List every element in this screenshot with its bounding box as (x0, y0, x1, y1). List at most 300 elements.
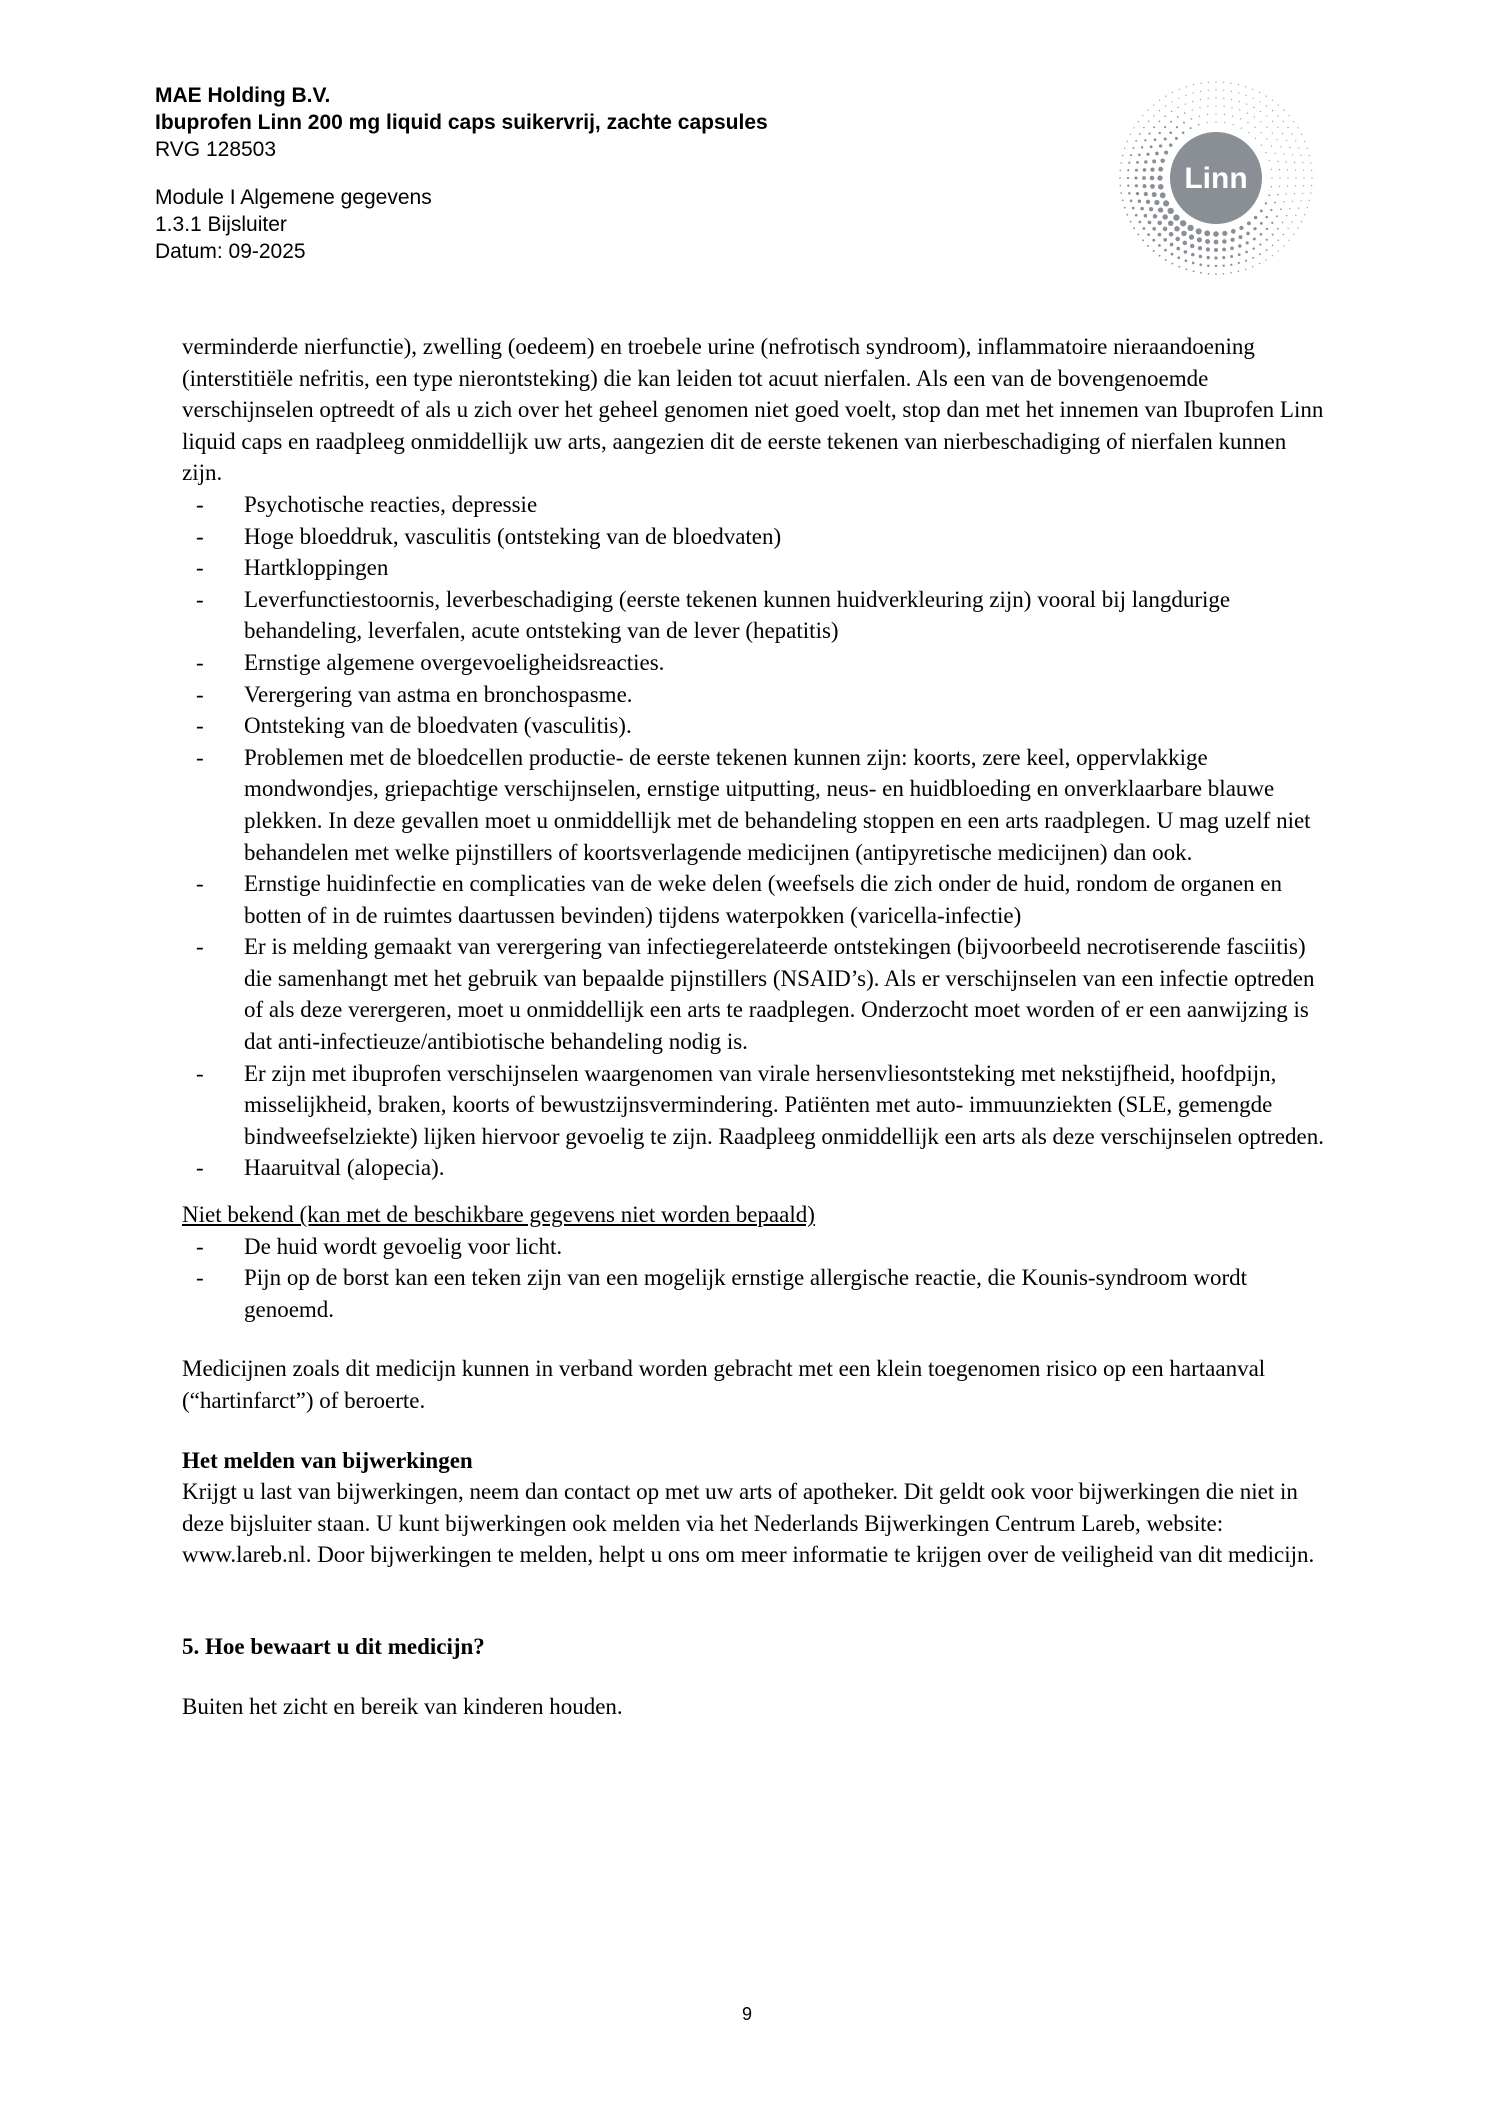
logo-dot (1266, 249, 1268, 251)
linn-logo (1110, 70, 1322, 282)
logo-dot (1158, 233, 1162, 237)
logo-dot (1266, 239, 1268, 241)
logo-dot (1170, 243, 1174, 247)
logo-dot (1266, 228, 1268, 230)
company-name: MAE Holding B.V. (155, 84, 331, 107)
logo-dot (1254, 127, 1255, 128)
logo-dot (1157, 175, 1162, 180)
logo-dot (1287, 186, 1288, 187)
logo-dot (1143, 227, 1146, 230)
product-name: Ibuprofen Linn 200 mg liquid caps suikervrij, zachte capsules (155, 111, 768, 134)
logo-dot (1278, 104, 1279, 105)
logo-dot (1280, 208, 1282, 210)
logo-dot (1138, 221, 1141, 224)
logo-dot (1208, 82, 1209, 83)
logo-dot (1301, 221, 1302, 222)
logo-dot (1150, 176, 1155, 181)
logo-dot (1222, 256, 1225, 259)
logo-dot (1230, 238, 1234, 242)
logo-dot (1266, 105, 1267, 106)
logo-dot (1199, 255, 1202, 258)
logo-dot (1298, 208, 1299, 209)
logo-dot (1163, 200, 1169, 206)
logo-dot (1147, 245, 1149, 247)
logo-dot (1279, 169, 1280, 170)
logo-dot (1274, 202, 1276, 204)
logo-dot (1283, 245, 1284, 246)
logo-dot (1144, 214, 1148, 218)
logo-dot (1231, 91, 1232, 92)
logo-dot (1213, 231, 1219, 237)
logo-dot (1266, 138, 1267, 139)
logo-dot (1183, 241, 1188, 246)
logo-dot (1295, 177, 1296, 178)
logo-dot (1135, 140, 1137, 142)
logo-dot (1300, 155, 1301, 156)
logo-dot (1278, 250, 1279, 251)
logo-dot (1230, 264, 1232, 266)
logo-dot (1148, 221, 1152, 225)
logo-dot (1119, 185, 1121, 187)
logo-dot (1207, 122, 1208, 123)
logo-dot (1260, 111, 1261, 112)
logo-dot (1279, 177, 1280, 178)
logo-dot (1292, 133, 1293, 134)
logo-dot (1260, 222, 1263, 225)
logo-dot (1184, 112, 1185, 113)
logo-dot (1293, 121, 1294, 122)
logo-dot (1164, 126, 1166, 128)
logo-dot (1222, 231, 1227, 236)
logo-dot (1164, 151, 1168, 155)
logo-dot (1277, 228, 1279, 230)
logo-dot (1141, 146, 1143, 148)
leaflet-body (182, 331, 1332, 1722)
logo-dot (1233, 124, 1234, 125)
logo-dot (1122, 200, 1124, 202)
logo-dot (1146, 153, 1149, 156)
logo-dot (1152, 227, 1156, 231)
logo-dot (1158, 184, 1164, 190)
logo-dot (1130, 134, 1131, 135)
logo-dot (1159, 255, 1161, 257)
logo-dot (1185, 104, 1186, 105)
logo-dot (1238, 262, 1240, 264)
logo-dot (1301, 134, 1302, 135)
storage-paragraph: Buiten het zicht en bereik van kinderen houden. (182, 1693, 623, 1719)
logo-dot (1135, 169, 1138, 172)
logo-dot (1261, 145, 1262, 146)
logo-dot (1283, 154, 1284, 155)
logo-dot (1152, 159, 1156, 163)
logo-dot (1205, 239, 1210, 244)
logo-dot (1287, 228, 1288, 229)
logo-dot (1239, 101, 1240, 102)
logo-dot (1132, 147, 1134, 149)
logo-dot (1120, 162, 1121, 163)
logo-dot (1293, 234, 1294, 235)
logo-dot (1175, 237, 1180, 242)
logo-dot (1247, 122, 1248, 123)
logo-dot (1168, 221, 1174, 227)
logo-dot (1142, 176, 1146, 180)
logo-dot (1259, 92, 1260, 93)
logo-dot (1277, 127, 1278, 128)
logo-dot (1150, 167, 1154, 171)
logo-dot (1159, 144, 1162, 147)
logo-dot (1162, 214, 1167, 219)
list-item: - Verergering van astma en bronchospasme. (196, 681, 633, 707)
logo-dot (1259, 253, 1261, 255)
logo-dot (1142, 115, 1143, 116)
logo-dot (1183, 122, 1185, 124)
logo-dot (1181, 231, 1186, 236)
logo-dot (1182, 131, 1185, 134)
logo-dot (1309, 155, 1310, 156)
logo-dot (1248, 132, 1249, 133)
reporting-heading: Het melden van bijwerkingen (182, 1447, 473, 1473)
logo-dot (1138, 121, 1139, 122)
logo-dot (1120, 192, 1122, 194)
logo-dot (1260, 209, 1263, 212)
logo-dot (1154, 138, 1157, 141)
logo-dot (1311, 177, 1312, 178)
logo-dot (1184, 250, 1188, 254)
logo-dot (1130, 200, 1133, 203)
logo-dot (1272, 255, 1273, 256)
logo-dot (1252, 257, 1254, 259)
logo-dot (1283, 110, 1284, 111)
logo-dot (1259, 263, 1260, 264)
logo-dot (1169, 131, 1172, 134)
logo-dot (1138, 199, 1141, 202)
logo-dot (1165, 105, 1166, 106)
logo-dot (1310, 162, 1311, 163)
logo-dot (1266, 127, 1267, 128)
document-header (155, 82, 768, 265)
logo-dot (1137, 233, 1139, 235)
logo-dot (1149, 207, 1153, 211)
logo-dot (1253, 238, 1256, 241)
list-item: - De huid wordt gevoelig voor licht. (196, 1233, 563, 1259)
logo-dot (1207, 264, 1210, 267)
logo-dot (1171, 263, 1173, 265)
logo-dot (1280, 146, 1281, 147)
logo-dot (1298, 147, 1299, 148)
list-item: - Hoge bloeddruk, vasculitis (ontsteking van de bloedvaten) (196, 523, 782, 549)
logo-dot (1271, 177, 1272, 178)
logo-dot (1150, 184, 1155, 189)
logo-dot (1163, 238, 1167, 242)
logo-dot (1119, 177, 1121, 179)
logo-dot (1288, 115, 1289, 116)
logo-dot (1164, 138, 1167, 141)
logo-dot (1230, 255, 1233, 258)
logo-dot (1171, 253, 1174, 256)
logo-dot (1266, 96, 1267, 97)
list-item: - Pijn op de borst kan een teken zijn van een mogelijk ernstige allergische reactie, die Kounis-syndroom wordt genoemd. (196, 1265, 1247, 1322)
logo-dot (1144, 139, 1146, 141)
logo-dot (1266, 259, 1267, 260)
logo-dot (1189, 234, 1194, 239)
logo-dot (1171, 101, 1172, 102)
logo-dot (1185, 259, 1188, 262)
logo-dot (1200, 272, 1202, 274)
logo-dot (1215, 105, 1216, 106)
logo-dot (1147, 233, 1150, 236)
logo-dot (1134, 127, 1135, 128)
logo-dot (1159, 121, 1161, 123)
logo-dot (1180, 220, 1186, 226)
logo-dot (1170, 121, 1172, 123)
logo-dot (1128, 162, 1130, 164)
logo-dot (1214, 256, 1217, 259)
logo-dot (1150, 145, 1153, 148)
logo-dot (1245, 269, 1246, 270)
logo-dot (1311, 185, 1312, 186)
logo-dot (1185, 95, 1186, 96)
logo-dot (1246, 95, 1247, 96)
list-item: - Er is melding gemaakt van verergering van infectiegerelateerde ontstekingen (bijvoorbeeld necrotiserende fasciitis) die samenhangt met het gebruik van bepaalde pijnstillers (NSAID’s). Als er verschijnselen van een infectie optreden of als deze verergeren, moet u onmiddellijk een arts te raadplegen. Onderzocht moet worden of er een aanwijzing is dat anti-infectieuze/antibiotische behandeling nodig is. (196, 934, 1315, 1055)
logo-dot (1127, 141, 1128, 142)
logo-dot (1279, 186, 1280, 187)
logo-dot (1148, 121, 1149, 122)
logo-dot (1238, 84, 1239, 85)
logo-dot (1295, 140, 1296, 141)
logo-dot (1230, 83, 1231, 84)
logo-dot (1252, 266, 1253, 267)
logo-dot (1272, 110, 1273, 111)
logo-dot (1197, 237, 1202, 242)
logo-dot (1292, 221, 1293, 222)
logo-dot (1283, 121, 1284, 122)
logo-dot (1214, 248, 1218, 252)
logo-dot (1140, 207, 1144, 211)
logo-dot (1174, 226, 1180, 232)
logo-dot (1288, 240, 1289, 241)
logo-dot (1207, 256, 1210, 259)
logo-dot (1171, 111, 1172, 112)
logo-dot (1276, 139, 1277, 140)
logo-dot (1269, 160, 1270, 161)
logo-dot (1259, 101, 1260, 102)
logo-dot (1307, 148, 1308, 149)
logo-dot (1215, 121, 1216, 122)
unknown-frequency-list (182, 1231, 1332, 1326)
logo-dot (1215, 81, 1216, 82)
logo-dot (1196, 228, 1202, 234)
logo-dot (1199, 116, 1200, 117)
logo-dot (1198, 246, 1202, 250)
logo-dot (1128, 192, 1131, 195)
logo-dot (1286, 161, 1287, 162)
logo-dot (1247, 113, 1248, 114)
logo-dot (1246, 104, 1247, 105)
logo-dot (1144, 192, 1148, 196)
logo-dot (1190, 244, 1194, 248)
logo-dot (1154, 200, 1159, 205)
logo-dot (1132, 207, 1135, 210)
logo-dot (1253, 227, 1256, 230)
logo-dot (1159, 100, 1160, 101)
logo-dot (1232, 116, 1233, 117)
logo-dot (1136, 192, 1139, 195)
logo-dot (1277, 239, 1278, 240)
logo-dot (1283, 201, 1284, 202)
logo-dot (1172, 92, 1173, 93)
logo-dot (1158, 132, 1160, 134)
logo-dot (1134, 176, 1137, 179)
logo-dot (1153, 250, 1155, 252)
logo-dot (1127, 169, 1129, 171)
logo-dot (1176, 126, 1178, 128)
list-item: - Er zijn met ibuprofen verschijnselen waargenomen van virale hersenvliesontsteking met nekstijfheid, hoofdpijn, misselijkheid, braken, koorts of bewustzijnsvermindering. Patiënten met auto- immuunziekten (SLE, gemengde bindweefselziekte) lijken hiervoor gevoelig te zijn. Raadpleeg onmiddellijk een arts als deze verschijnselen optreden. (196, 1060, 1324, 1149)
logo-dot (1231, 107, 1232, 108)
logo-dot (1135, 184, 1138, 187)
logo-dot (1198, 124, 1200, 126)
logo-dot (1186, 86, 1187, 87)
list-item: - Leverfunctiestoornis, leverbeschadiging (eerste tekenen kunnen huidverkleuring zijn) vooral bij langdurige behandeling, leverfalen, acute ontsteking van de lever (hepatitis) (196, 586, 1231, 644)
logo-dot (1215, 89, 1216, 90)
section-5-heading: 5. Hoe bewaart u dit medicijn? (182, 1633, 485, 1659)
logo-dot (1120, 170, 1122, 172)
document-date: Datum: 09-2025 (155, 240, 306, 263)
logo-dot (1231, 229, 1236, 234)
logo-dot (1142, 184, 1146, 188)
logo-dot (1297, 228, 1298, 229)
logo-dot (1239, 226, 1243, 230)
list-item: - Problemen met de bloedcellen productie- de eerste tekenen kunnen zijn: koorts, zere keel, oppervlakkige mondwondjes, griepachtige verschijnselen, ernstige uitputting, neus- en huidbloeding en onverklaarbare blauwe plekken. In deze gevallen moet u onmiddellijk met de behandeling stoppen en een arts raadplegen. U mag uzelf niet behandelen met welke pijnstillers of koortsverlagende medicijnen (antipyretische medicijnen) dan ook. (196, 744, 1311, 865)
reporting-paragraph: Krijgt u last van bijwerkingen, neem dan contact op met uw arts of apotheker. Dit geldt ook voor bijwerkingen die niet in deze bijsluiter staan. U kunt bijwerkingen ook melden via het Nederlands Bijwerkingen Centrum Lareb, website: www.lareb.nl. Door bijwerkingen te melden, helpt u ons om meer informatie te krijgen over de veiligheid van dit medicijn. (182, 1479, 1315, 1568)
logo-dot (1193, 270, 1195, 272)
logo-dot (1136, 161, 1139, 164)
logo-dot (1246, 241, 1249, 244)
list-item: - Ernstige algemene overgevoeligheidsreacties. (196, 649, 665, 675)
logo-dot (1160, 158, 1165, 163)
logo-dot (1300, 200, 1301, 201)
logo-dot (1238, 271, 1240, 273)
logo-dot (1135, 214, 1138, 217)
logo-dot (1275, 153, 1276, 154)
logo-dot (1247, 221, 1251, 225)
logo-dot (1177, 256, 1180, 259)
logo-dot (1207, 106, 1208, 107)
logo-dot (1124, 207, 1126, 209)
logo-dot (1215, 97, 1216, 98)
logo-dot (1175, 137, 1178, 140)
logo-dot (1187, 225, 1193, 231)
logo-dot (1239, 109, 1240, 110)
logo-dot (1289, 147, 1290, 148)
logo-dot (1190, 127, 1192, 129)
logo-dot (1208, 90, 1209, 91)
logo-dot (1146, 200, 1150, 204)
logo-dot (1158, 244, 1161, 247)
logo-dot (1271, 222, 1273, 224)
logo-dot (1191, 253, 1195, 257)
logo-dot (1238, 244, 1241, 247)
logo-dot (1252, 247, 1254, 249)
logo-dot (1295, 170, 1296, 171)
logo-dot (1294, 193, 1295, 194)
logo-dot (1222, 248, 1226, 252)
logo-dot (1165, 96, 1166, 97)
logo-dot (1307, 207, 1308, 208)
logo-dot (1302, 193, 1303, 194)
logo-dot (1260, 121, 1261, 122)
logo-dot (1272, 245, 1274, 247)
logo-dot (1178, 107, 1179, 108)
logo-dot (1176, 247, 1180, 251)
logo-dot (1224, 122, 1225, 123)
logo-dot (1152, 239, 1155, 242)
logo-dot (1168, 208, 1174, 214)
page-number: 9 (741, 2004, 752, 2024)
logo-dot (1178, 98, 1179, 99)
logo-dot (1143, 127, 1145, 129)
logo-dot (1139, 133, 1141, 135)
logo-dot (1165, 259, 1167, 261)
logo-dot (1124, 148, 1125, 149)
logo-dot (1277, 161, 1278, 162)
logo-dot (1245, 251, 1248, 254)
logo-dot (1287, 169, 1288, 170)
logo-dot (1153, 104, 1154, 105)
logo-dot (1309, 200, 1310, 201)
logo-dot (1286, 193, 1287, 194)
logo-dot (1223, 273, 1225, 275)
logo-dot (1153, 115, 1154, 116)
logo-dot (1253, 107, 1254, 108)
frequency-heading: Niet bekend (kan met de beschikbare gegevens niet worden bepaald) (182, 1202, 815, 1228)
logo-dot (1178, 266, 1180, 268)
list-item: - Hartkloppingen (196, 555, 389, 581)
logo-dot (1259, 243, 1261, 245)
logo-dot (1208, 98, 1209, 99)
logo-dot (1304, 214, 1305, 215)
logo-dot (1271, 145, 1272, 146)
logo-dot (1303, 170, 1304, 171)
logo-dot (1231, 99, 1232, 100)
logo-dot (1224, 114, 1225, 115)
logo-dot (1310, 192, 1311, 193)
logo-dot (1138, 153, 1141, 156)
logo-dot (1246, 232, 1250, 236)
logo-dot (1265, 152, 1266, 153)
logo-dot (1214, 240, 1219, 245)
logo-dot (1191, 118, 1193, 120)
logo-dot (1252, 89, 1253, 90)
logo-dot (1302, 162, 1303, 163)
logo-dot (1206, 247, 1210, 251)
logo-text: Linn (1184, 162, 1248, 195)
logo-dot (1289, 208, 1290, 209)
logo-dot (1271, 169, 1272, 170)
logo-dot (1207, 114, 1208, 115)
logo-dot (1260, 233, 1263, 236)
logo-dot (1159, 110, 1160, 111)
logo-dot (1169, 232, 1174, 237)
logo-dot (1254, 116, 1255, 117)
logo-dot (1276, 215, 1278, 217)
logo-dot (1282, 222, 1284, 224)
side-effects-list (182, 489, 1332, 1184)
list-item: - Ernstige huidinfectie en complicaties van de weke delen (weefsels die zich onder de huid, rondom de organen en botten of in de ruimtes daartussen bevinden) tijdens waterpokken (varicella-infectie) (196, 871, 1283, 928)
list-item: - Ontsteking van de bloedvaten (vasculitis). (196, 713, 632, 739)
logo-dot (1215, 273, 1217, 275)
logo-dot (1272, 234, 1274, 236)
logo-dot (1245, 86, 1246, 87)
